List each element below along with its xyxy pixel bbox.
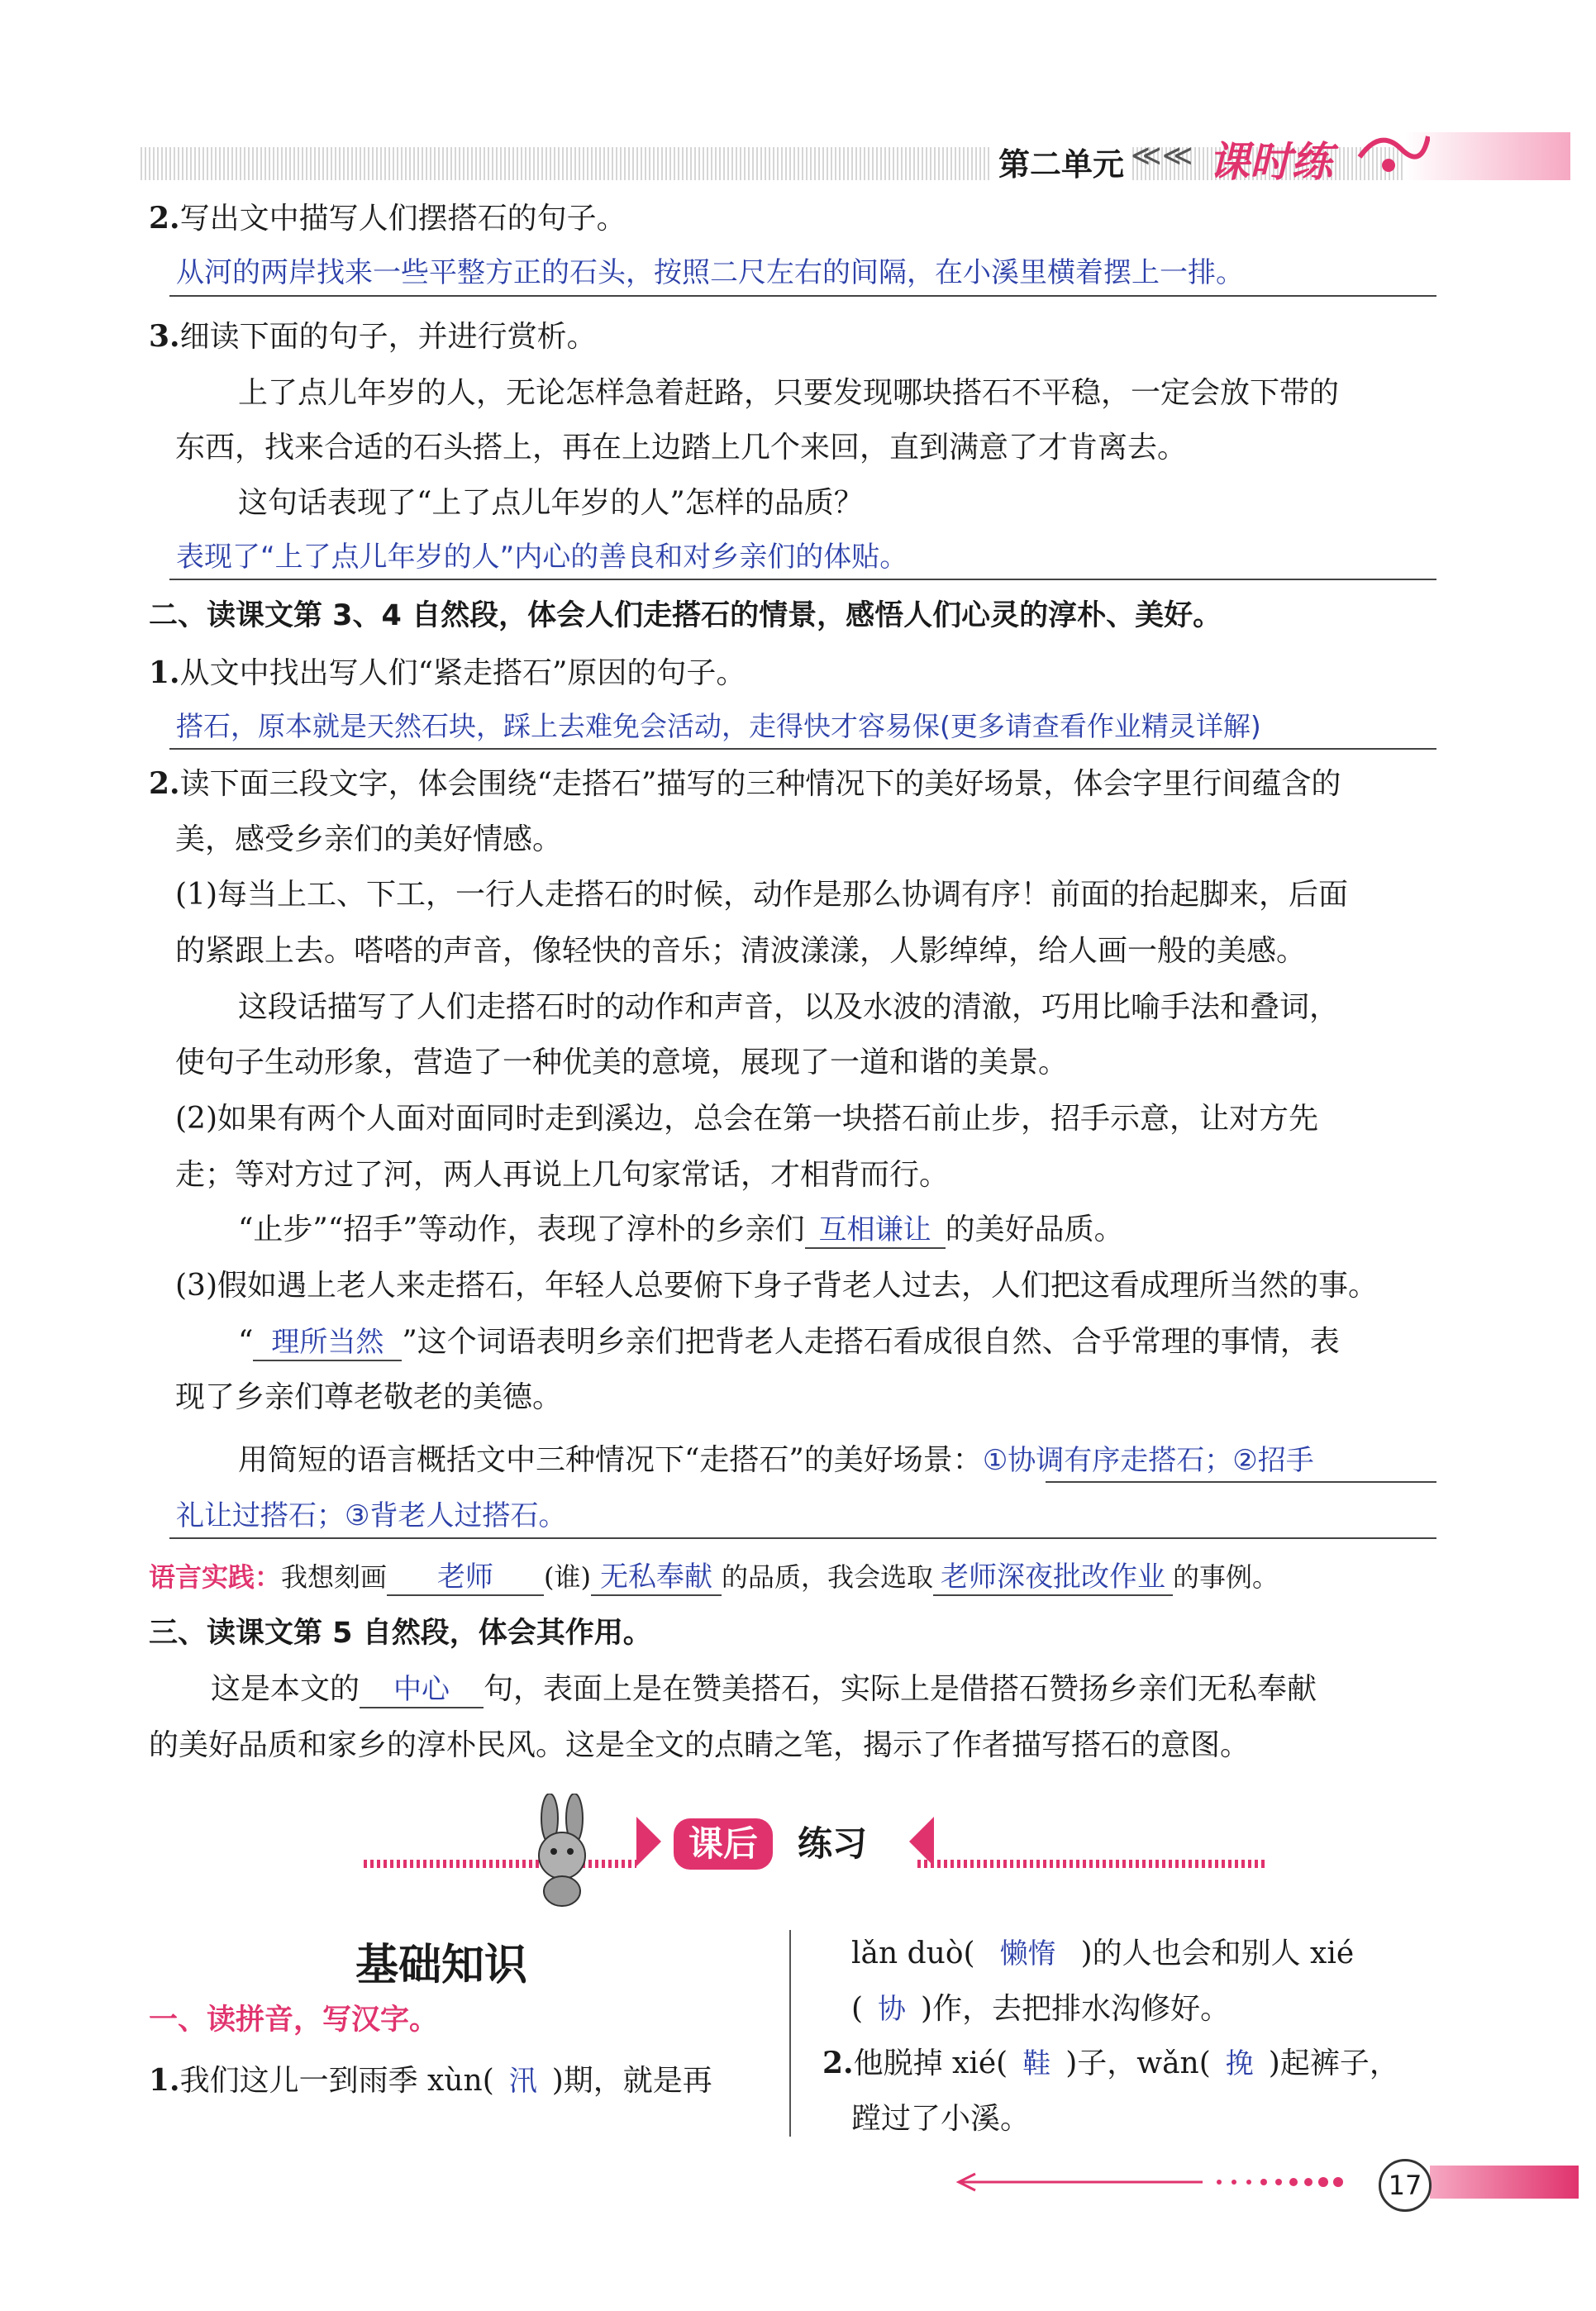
footer-arrow-icon [955, 2170, 1384, 2198]
banner-right-line [917, 1860, 1265, 1868]
header-unit: 第二单元 [992, 139, 1131, 184]
s2-p2-line2: 走；等对方过了河，两人再说上几句家常话，才相背而行。 [175, 1158, 950, 1192]
banner-word2: 练习 [798, 1823, 868, 1864]
s2-p3-line1: (3)假如遇上老人来走搭石，年轻人总要俯下身子背老人过去，人们把这看成理所当然的事。 [175, 1269, 1378, 1303]
basics-right-line2: ( 协 )作，去把排水沟修好。 [851, 1992, 1231, 2026]
s2-summary-answer2: 礼让过搭石；③背老人过搭石。 [176, 1499, 567, 1532]
q2-answer-line [169, 295, 1436, 297]
basics-q1-answer: 汛 [508, 2065, 537, 2098]
s3-line1: 这是本文的 中心 句，表面上是在赞美搭石，实际上是借搭石赞扬乡亲们无私奉献 [211, 1670, 1317, 1709]
s2-summary-line2 [169, 1537, 1436, 1539]
practice-answer-who: 老师 [387, 1560, 544, 1596]
page-number: 17 [1379, 2159, 1432, 2212]
s2-p1-line1: (1)每当上工、下工，一行人走搭石的时候，动作是那么协调有序！前面的抬起脚来，后面 [175, 878, 1348, 912]
s2-q1-question: 1.从文中找出写人们“紧走搭石”原因的句子。 [149, 655, 746, 690]
q3-prompt: 这句话表现了“上了点儿年岁的人”怎样的品质？ [238, 486, 864, 520]
s2-p2-fill-answer: 互相谦让 [805, 1213, 946, 1249]
s2-q1-answer: 搭石，原本就是天然石块，踩上去难免会活动，走得快才容易保(更多请查看作业精灵详解) [176, 710, 1261, 742]
rabbit-mascot-icon [512, 1794, 612, 1913]
banner-chevron-right [909, 1817, 934, 1866]
column-divider [789, 1930, 791, 2137]
basics-r1-answer: 懒惰 [999, 1937, 1056, 1970]
practice-label: 语言实践： [149, 1561, 282, 1593]
header-pink-tail [1405, 132, 1570, 180]
s3-answer: 中心 [360, 1672, 484, 1708]
header-band [141, 147, 1562, 180]
s2-summary-answer1: ①协调有序走搭石；②招手 [982, 1444, 1314, 1477]
q3-answer-line [169, 579, 1436, 580]
s2-p1-note-line1: 这段话描写了人们走搭石时的动作和声音，以及水波的清澈，巧用比喻手法和叠词， [238, 990, 1340, 1024]
basics-subtitle: 一、读拼音，写汉字。 [149, 2004, 439, 2037]
s2-p2-line1: (2)如果有两个人面对面同时走到溪边，总会在第一块搭石前止步，招手示意，让对方先 [175, 1102, 1318, 1136]
s2-q2-line1: 2.读下面三段文字，体会围绕“走搭石”描写的三种情况下的美好场景，体会字里行间蕴含的 [149, 766, 1341, 801]
s2-q2-line2: 美，感受乡亲们的美好情感。 [175, 822, 563, 856]
s2-p3-fill: “ 理所当然 ”这个词语表明乡亲们把背老人走搭石看成很自然、合乎常理的事情，表 [238, 1322, 1340, 1362]
q3-passage-line1: 上了点儿年岁的人，无论怎样急着赶路，只要发现哪块搭石不平稳，一定会放下带的 [238, 376, 1340, 410]
s2-p3-fill-answer: 理所当然 [253, 1325, 402, 1361]
basics-q2-line1: 2.他脱掉 xié( 鞋 )子，wǎn( 挽 )起裤子， [822, 2046, 1399, 2080]
s3-line2: 的美好品质和家乡的淳朴民风。这是全文的点睛之笔，揭示了作者描写搭石的意图。 [149, 1728, 1251, 1762]
s2-p2-fill: “止步”“招手”等动作，表现了淳朴的乡亲们 互相谦让 的美好品质。 [238, 1210, 1124, 1250]
footer-pink-bar [1430, 2166, 1579, 2199]
s2-p3-line3: 现了乡亲们尊老敬老的美德。 [175, 1380, 563, 1414]
s2-p1-line2: 的紧跟上去。嗒嗒的声音，像轻快的音乐；清波漾漾，人影绰绰，给人画一般的美感。 [175, 934, 1307, 968]
header-brand: 课时练 [1208, 138, 1332, 186]
basics-right-line1: lǎn duò( 懒惰 )的人也会和别人 xié [851, 1937, 1355, 1970]
basics-title: 基础知识 [355, 1940, 528, 1990]
s2-summary-line1 [1046, 1481, 1436, 1483]
section2-title: 二、读课文第 3、4 自然段，体会人们走搭石的情景，感悟人们心灵的淳朴、美好。 [149, 599, 1222, 632]
banner-chevron-left [636, 1817, 661, 1866]
practice-row: 语言实践：我想刻画 老师 (谁) 无私奉献 的品质，我会选取 老师深夜批改作业 的事例。 [149, 1557, 1279, 1597]
q2-question: 2.写出文中描写人们摆搭石的句子。 [149, 201, 626, 236]
q3-question: 3.细读下面的句子，并进行赏析。 [149, 319, 597, 354]
practice-answer-example: 老师深夜批改作业 [933, 1560, 1173, 1596]
s2-summary: 用简短的语言概括文中三种情况下“走搭石”的美好场景：①协调有序走搭石；②招手 [238, 1443, 1314, 1477]
s2-p1-note-line2: 使句子生动形象，营造了一种优美的意境，展现了一道和谐的美景。 [175, 1046, 1069, 1079]
basics-r2-answer: 协 [878, 1993, 907, 2026]
practice-answer-quality: 无私奉献 [591, 1560, 722, 1596]
q2-answer: 从河的两岸找来一些平整方正的石头，按照二尺左右的间隔，在小溪里横着摆上一排。 [176, 256, 1244, 289]
s2-q1-answer-line [169, 748, 1436, 750]
basics-q2-answer2: 挽 [1225, 2047, 1254, 2080]
basics-q2-line2: 蹚过了小溪。 [851, 2102, 1031, 2136]
q3-answer: 表现了“上了点儿年岁的人”内心的善良和对乡亲们的体贴。 [176, 541, 908, 574]
header-arrows: ≪≪ [1131, 139, 1193, 173]
swirl-decoration-icon [1355, 124, 1430, 185]
section3-title: 三、读课文第 5 自然段，体会其作用。 [149, 1617, 652, 1650]
q3-passage-line2: 东西，找来合适的石头搭上，再在上边踏上几个来回，直到满意了才肯离去。 [175, 431, 1188, 465]
basics-q2-answer1: 鞋 [1022, 2047, 1051, 2080]
basics-q1: 1.我们这儿一到雨季 xùn( 汛 )期，就是再 [149, 2063, 712, 2098]
banner-word1: 课后 [674, 1818, 773, 1870]
